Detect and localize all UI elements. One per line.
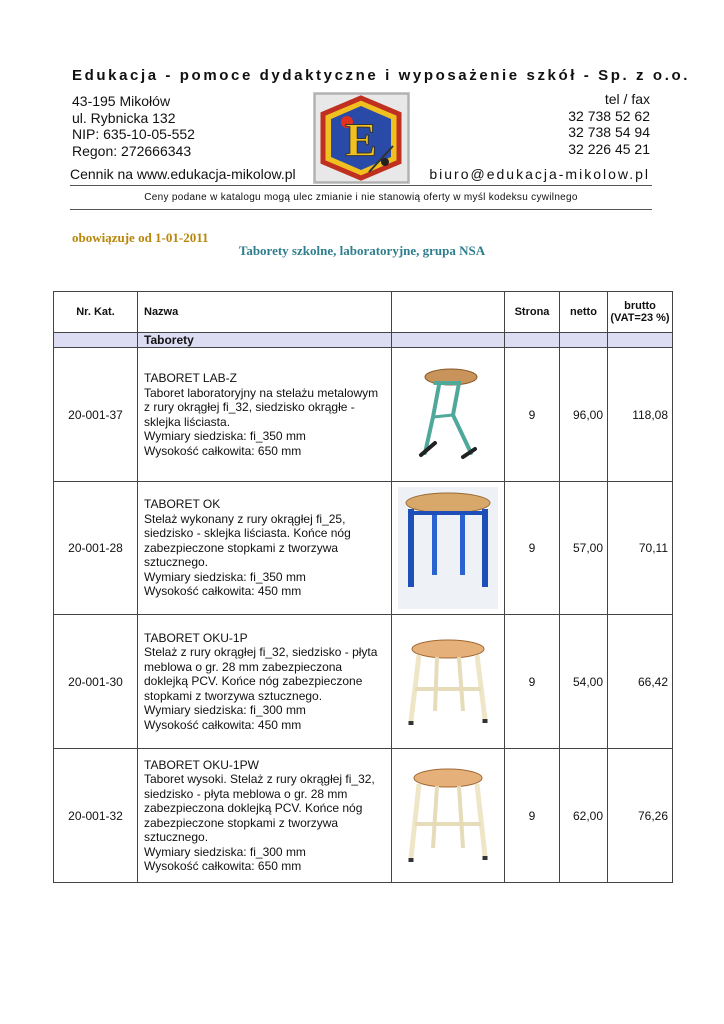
- catalog-number: 20-001-30: [54, 615, 138, 749]
- company-address: [72, 93, 195, 159]
- table-row: [54, 348, 673, 482]
- contact-email[interactable]: biuro@edukacja-mikolow.pl: [429, 166, 650, 182]
- table-row: [54, 749, 673, 883]
- product-title: TABORET OKU-1PW: [144, 757, 259, 772]
- address-line: 43-195 Mikołów: [72, 93, 171, 109]
- product-desc-line: Wymiary siedziska: fi_350 mm: [144, 569, 306, 584]
- product-image: [392, 615, 505, 749]
- catalog-page: 9: [505, 482, 560, 615]
- product-desc-line: Wymiary siedziska: fi_300 mm: [144, 703, 306, 718]
- lab-stool-icon: [413, 367, 483, 463]
- catalog-page: 9: [505, 348, 560, 482]
- logo-letter: E: [344, 114, 378, 167]
- group-row: [54, 333, 673, 348]
- header-gross: brutto (VAT=23 %): [608, 292, 673, 333]
- price-list-url[interactable]: Cennik na www.edukacja-mikolow.pl: [70, 166, 296, 182]
- product-desc-line: Wymiary siedziska: fi_300 mm: [144, 844, 306, 859]
- disclaimer: Ceny podane w katalogu mogą ulec zmianie i nie stanowią oferty w myśl kodeksu cywilnego: [144, 192, 578, 203]
- product-title: TABORET LAB-Z: [144, 371, 237, 385]
- product-desc-line: Wysokość całkowita: 450 mm: [144, 584, 302, 599]
- address-line: NIP: 635-10-05-552: [72, 126, 195, 142]
- price-net: 57,00: [560, 482, 608, 615]
- product-desc-line: Stelaż z rury okrągłej fi_32, siedzisko - płyta meblowa o gr. 28 mm zabezpieczona doklejką PCV. Końce nóg zabezpieczone stopkami z tworzywa sztucznego.: [144, 645, 378, 703]
- phone-number: 32 738 52 62: [568, 107, 650, 124]
- product-desc-line: Wysokość całkowita: 650 mm: [144, 859, 302, 873]
- phone-number: 32 738 54 94: [568, 124, 650, 140]
- phone-label: tel / fax: [604, 91, 650, 107]
- product-desc-line: Taboret laboratoryjny na stelażu metalowym z rury okrągłej fi_32, siedzisko okrągłe - sklejka liściasta.: [144, 385, 379, 429]
- valid-from: obowiązuje od 1-01-2011: [72, 230, 209, 245]
- address-line: ul. Rybnicka 132: [72, 109, 176, 126]
- divider: [70, 209, 652, 210]
- product-desc-line: Wysokość całkowita: 450 mm: [144, 717, 302, 732]
- product-title: TABORET OK: [144, 497, 221, 512]
- catalog-number: 20-001-37: [54, 348, 138, 482]
- catalog-subtitle: Taborety szkolne, laboratoryjne, grupa NSA: [238, 243, 486, 258]
- product-image: [392, 482, 505, 615]
- header-net: netto: [560, 292, 608, 333]
- product-desc-line: Wysokość całkowita: 650 mm: [144, 443, 302, 458]
- company-phones: [568, 91, 650, 157]
- product-description: [138, 615, 392, 749]
- price-gross: 76,26: [608, 749, 673, 883]
- price-gross: 118,08: [608, 348, 673, 482]
- group-name: Taborety: [138, 333, 392, 348]
- phone-number: 32 226 45 21: [568, 140, 650, 157]
- blue-stool-icon: [398, 487, 498, 609]
- header-image: [392, 292, 505, 333]
- cream-stool-icon: [403, 637, 493, 727]
- divider: [70, 185, 652, 186]
- catalog-page: 9: [505, 615, 560, 749]
- header-kat: Nr. Kat.: [54, 292, 138, 333]
- product-description: [138, 348, 392, 482]
- price-gross: 66,42: [608, 615, 673, 749]
- product-image: [392, 348, 505, 482]
- header-name: Nazwa: [138, 292, 392, 333]
- price-net: 54,00: [560, 615, 608, 749]
- company-name: Edukacja - pomoce dydaktyczne i wyposażenie szkół - Sp. z o.o.: [72, 67, 690, 84]
- table-row: [54, 615, 673, 749]
- header-page: Strona: [505, 292, 560, 333]
- table-row: [54, 482, 673, 615]
- catalog-number: 20-001-28: [54, 482, 138, 615]
- product-description: [138, 482, 392, 615]
- address-line: Regon: 272666343: [72, 142, 192, 159]
- product-title: TABORET OKU-1P: [144, 630, 248, 645]
- product-table: [53, 291, 673, 883]
- catalog-page: 9: [505, 749, 560, 883]
- price-net: 62,00: [560, 749, 608, 883]
- table-header-row: [54, 292, 673, 333]
- price-gross: 70,11: [608, 482, 673, 615]
- price-net: 96,00: [560, 348, 608, 482]
- product-desc-line: Wymiary siedziska: fi_350 mm: [144, 429, 306, 443]
- product-description: [138, 749, 392, 883]
- catalog-number: 20-001-32: [54, 749, 138, 883]
- product-desc-line: Stelaż wykonany z rury okrągłej fi_25, siedzisko - sklejka liściasta. Końce nóg zabezpieczone stopkami z tworzywa sztucznego.: [144, 511, 351, 570]
- product-image: [392, 749, 505, 883]
- cream-high-stool-icon: [403, 766, 493, 866]
- company-logo: [313, 92, 410, 184]
- product-desc-line: Taboret wysoki. Stelaż z rury okrągłej fi_32, siedzisko - płyta meblowa o gr. 28 mm zabezpieczona doklejką PCV. Końce nóg zabezpieczone stopkami z tworzywa sztucznego.: [144, 772, 375, 844]
